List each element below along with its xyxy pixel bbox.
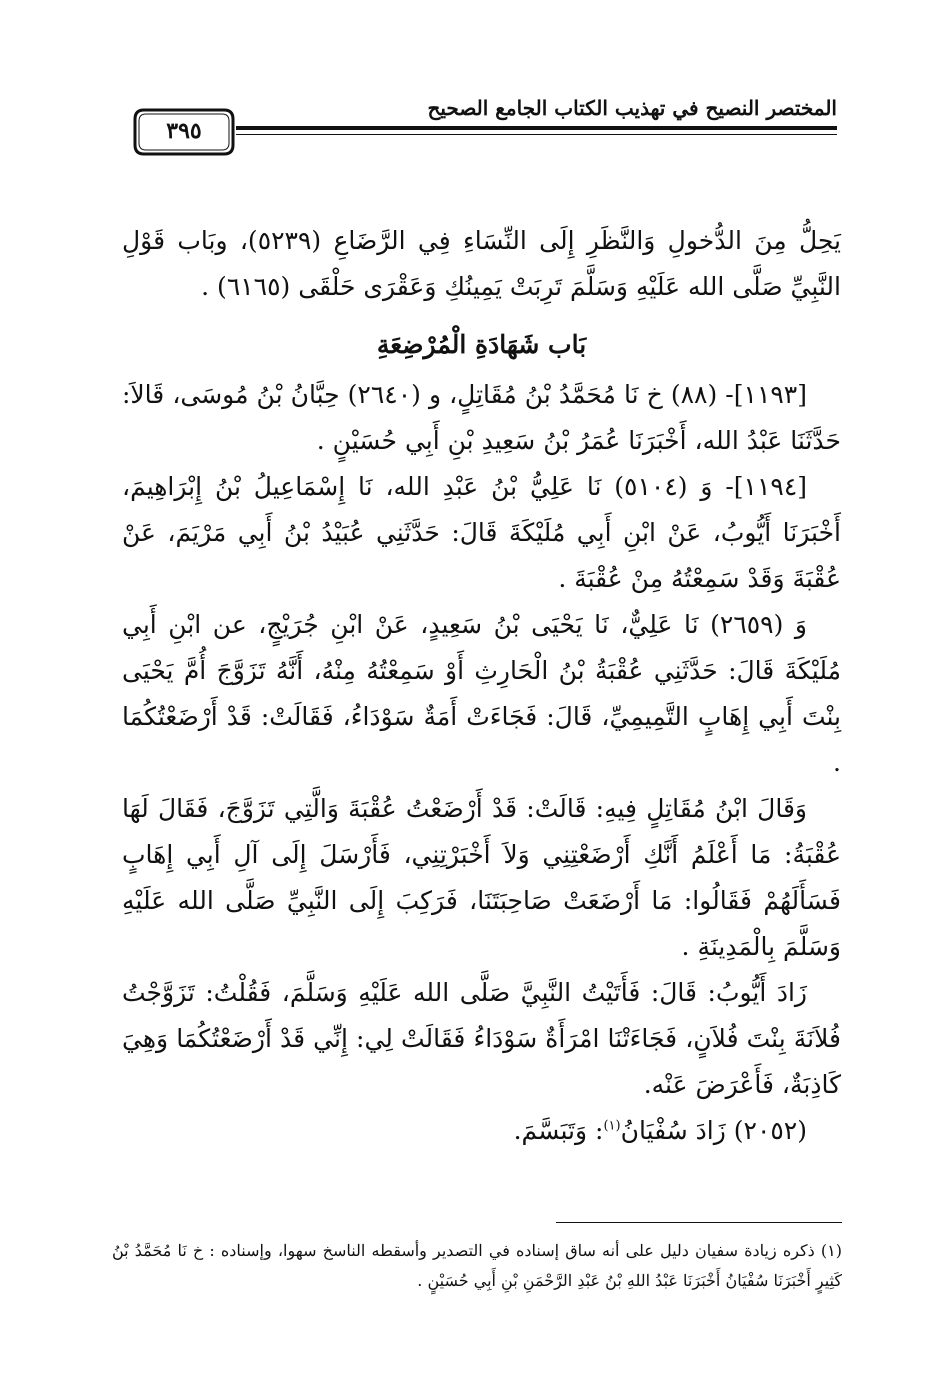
narration-2052-text: (٢٠٥٢) زَادَ سُفْيَانُ — [620, 1116, 807, 1145]
footnotes — [112, 1236, 842, 1296]
hadith-1194: [١١٩٤]- وَ (٥١٠٤) نَا عَلِيُّ بْنُ عَبْدِ الله، نَا إِسْمَاعِيلُ بْنُ إِبْرَاهِيمَ، أَخْبَرَنَا أَيُّوبُ، عَنْ ابْنِ أَبِي مُلَيْكَةَ قَالَ: حَدَّثَنِي عُبَيْدُ بْنُ أَبِي مَرْيَمَ، عَنْ عُقْبَةَ وَقَدْ سَمِعْتُهُ مِنْ عُقْبَةَ . — [122, 472, 841, 593]
header-rule-thin — [236, 134, 837, 135]
header-rule-thick — [236, 126, 837, 130]
footnote-1: (١) ذكره زيادة سفيان دليل على أنه ساق إسناده في التصدير وأسقطه الناسخ سهوا، وإسناده : خ نَا مُحَمَّدُ بْنُ كَثِيرٍ أَخْبَرَنَا سُفْيَانُ أَخْبَرَنَا عَبْدُ اللهِ بْنُ عَبْدِ الرَّحْمَنِ بْنِ أَبِي حُسَيْنٍ . — [112, 1241, 842, 1290]
narration-ayyub: زَادَ أَيُّوبُ: قَالَ: فَأَتَيْتُ النَّبِيَّ صَلَّى الله عَلَيْهِ وَسَلَّمَ، فَقُلْتُ: تَزَوَّجْتُ فُلاَنَةَ بِنْتَ فُلاَنٍ، فَجَاءَتْنَا امْرَأَةٌ سَوْدَاءُ فَقَالَتْ لِي: إِنِّي قَدْ أَرْضَعْتُكُمَا وَهِيَ كَاذِبَةٌ، فَأَعْرَضَ عَنْه. — [122, 978, 841, 1099]
running-title: المختصر النصيح في تهذيب الكتاب الجامع الصحيح — [427, 96, 837, 120]
narration-ibn-muqatil: وَقَالَ ابْنُ مُقَاتِلٍ فِيهِ: قَالَتْ: قَدْ أَرْضَعْتُ عُقْبَةَ وَالَّتِي تَزَوَّجَ، فَقَالَ لَهَا عُقْبَةُ: مَا أَعْلَمُ أَنَّكِ أَرْضَعْتِنِي وَلاَ أَخْبَرْتِنِي، فَأَرْسَلَ إِلَى آلِ أَبِي إِهَابٍ فَسَأَلَهُمْ فَقَالُوا: مَا أَرْضَعَتْ صَاحِبَتَنَا، فَرَكِبَ إِلَى النَّبِيِّ صَلَّى الله عَلَيْهِ وَسَلَّمَ بِالْمَدِينَةِ . — [122, 794, 841, 961]
narration-2659: وَ (٢٦٥٩) نَا عَلِيٌّ، نَا يَحْيَى بْنُ سَعِيدٍ، عَنْ ابْنِ جُرَيْجٍ، عن ابْنِ أَبِي مُلَيْكَةَ قَالَ: حَدَّثَنِي عُقْبَةُ بْنُ الْحَارِثِ أَوْ سَمِعْتُهُ مِنْهُ، أَنَّهُ تَزَوَّجَ أُمَّ يَحْيَى بِنْتَ أَبِي إِهَابٍ التَّمِيمِيِّ، قَالَ: فَجَاءَتْ أَمَةٌ سَوْدَاءُ، فَقَالَتْ: قَدْ أَرْضَعْتُكُمَا . — [122, 610, 841, 777]
hadith-1193: [١١٩٣]- (٨٨) خ نَا مُحَمَّدُ بْنُ مُقَاتِلٍ، و (٢٦٤٠) حِبَّانُ بْنُ مُوسَى، قَالاَ: حَدَّثَنَا عَبْدُ الله، أَخْبَرَنَا عُمَرُ بْنُ سَعِيدِ بْنِ أَبِي حُسَيْنٍ . — [122, 380, 841, 455]
footnote-separator — [556, 1222, 842, 1223]
narration-2052-end: : وَتَبَسَّمَ. — [513, 1116, 604, 1145]
intro-paragraph: يَحِلُّ مِنَ الدُّخولِ وَالنَّظَرِ إِلَى النِّسَاءِ فِي الرَّضَاعِ (٥٢٣٩)، وبَاب قَوْلِ النَّبِيِّ صَلَّى الله عَلَيْهِ وَسَلَّمَ تَرِبَتْ يَمِينُكِ وَعَقْرَى حَلْقَى (٦١٦٥) . — [122, 226, 841, 301]
main-text — [122, 218, 841, 1154]
footnote-marker: (١) — [603, 1118, 621, 1134]
narration-2052 — [122, 1108, 841, 1154]
page-number: ٣٩٥ — [166, 118, 202, 144]
section-heading: بَاب شَهَادَةِ الْمُرْضِعَةِ — [376, 330, 587, 359]
page-number-frame — [132, 107, 236, 157]
